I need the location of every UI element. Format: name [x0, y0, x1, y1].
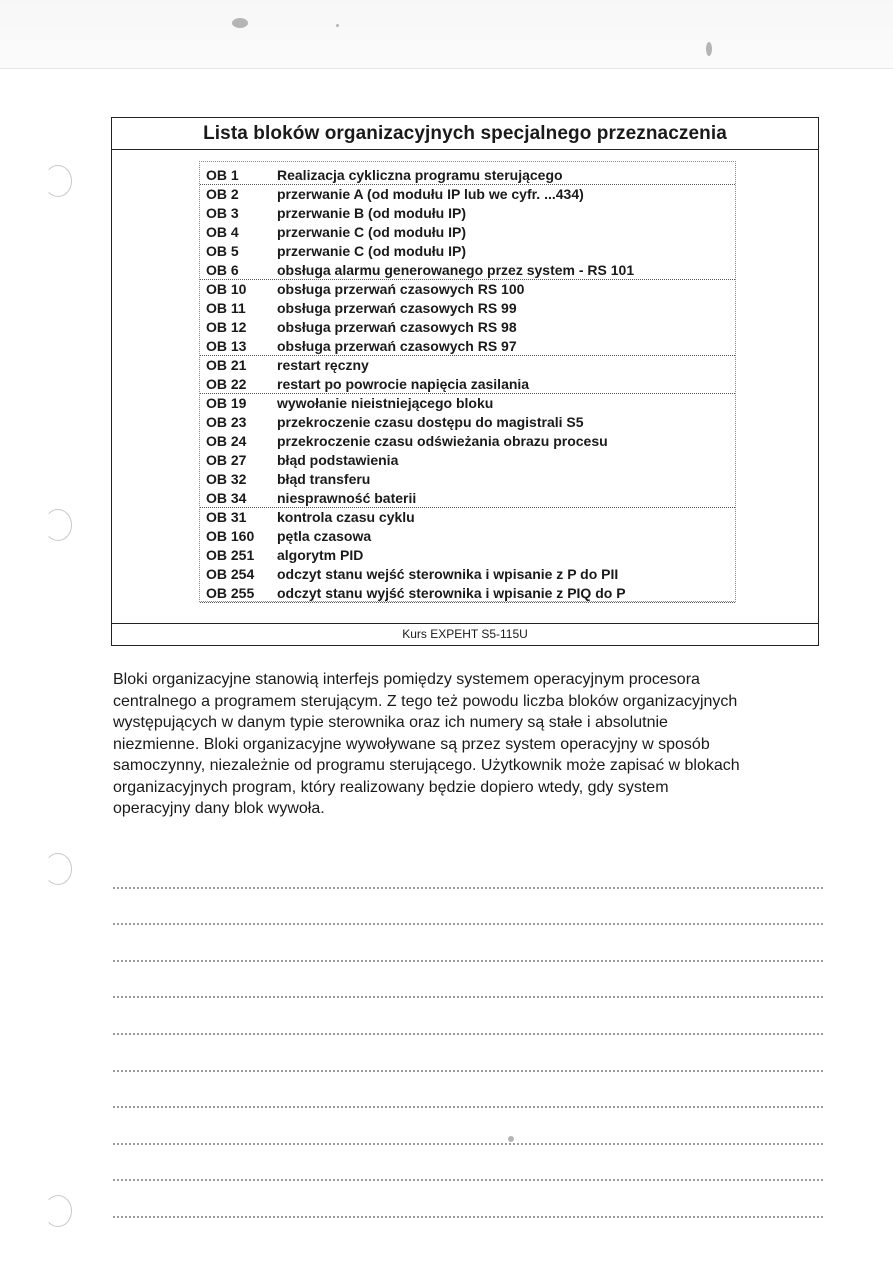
- ob-description: odczyt stanu wyjść sterownika i wpisanie z PIQ do P: [277, 585, 626, 601]
- ob-description: pętla czasowa: [277, 528, 372, 544]
- scan-speck: [232, 18, 248, 28]
- paragraph-line: operacyjny dany blok wywoła.: [113, 800, 325, 817]
- ob-description: błąd transferu: [277, 471, 371, 487]
- ob-code: OB 2: [206, 186, 239, 202]
- dotted-note-line: [113, 1108, 823, 1145]
- ob-row: [200, 375, 735, 394]
- ob-description: Realizacja cykliczna programu sterującego: [277, 167, 563, 183]
- ob-row: [200, 451, 735, 470]
- dotted-note-line: [113, 1145, 823, 1182]
- scan-speck: [706, 42, 712, 56]
- binder-hole: [44, 165, 72, 197]
- ob-row: [200, 565, 735, 584]
- ob-row: [200, 280, 735, 299]
- ob-description: algorytm PID: [277, 547, 364, 563]
- paragraph-line: występujących w danym typie sterownika oraz ich numery są stałe i absolutnie: [113, 714, 668, 731]
- ob-code: OB 27: [206, 452, 247, 468]
- body-paragraph: [113, 669, 833, 820]
- dotted-note-line: [113, 998, 823, 1035]
- dotted-note-line: [113, 852, 823, 889]
- ob-row: [200, 432, 735, 451]
- ob-code: OB 5: [206, 243, 239, 259]
- ob-row: [200, 527, 735, 546]
- binder-hole: [44, 853, 72, 885]
- ob-code: OB 22: [206, 376, 247, 392]
- ob-row: [200, 223, 735, 242]
- ob-description: przerwanie A (od modułu IP lub we cyfr. ...434): [277, 186, 584, 202]
- ob-code: OB 21: [206, 357, 247, 373]
- note-lines: [113, 852, 823, 1218]
- ob-row: [200, 413, 735, 432]
- ob-description: błąd podstawienia: [277, 452, 399, 468]
- paragraph-line: organizacyjnych program, który realizowany będzie dopiero wtedy, gdy system: [113, 778, 669, 796]
- dotted-note-line: [113, 962, 823, 999]
- ob-list: [199, 161, 736, 602]
- binder-hole: [44, 1195, 72, 1227]
- dotted-note-line: [113, 1181, 823, 1218]
- ob-code: OB 254: [206, 566, 255, 582]
- ob-row: [200, 299, 735, 318]
- ob-code: OB 4: [206, 224, 239, 240]
- ob-row: [200, 394, 735, 413]
- ob-description: odczyt stanu wejść sterownika i wpisanie z P do PII: [277, 566, 619, 582]
- ob-description: obsługa przerwań czasowych RS 99: [277, 300, 517, 316]
- ob-code: OB 11: [206, 300, 246, 316]
- slide-title: Lista bloków organizacyjnych specjalnego przeznaczenia: [112, 118, 818, 150]
- paragraph-line: centralnego a programem sterującym. Z tego też powodu liczba bloków organizacyjnych: [113, 692, 738, 710]
- ob-description: przekroczenie czasu dostępu do magistrali S5: [277, 414, 584, 430]
- ob-description: kontrola czasu cyklu: [277, 509, 415, 525]
- ob-row: [200, 318, 735, 337]
- ob-row: [200, 185, 735, 204]
- ob-description: obsługa alarmu generowanego przez system - RS 101: [277, 262, 635, 278]
- ob-code: OB 32: [206, 471, 247, 487]
- ob-code: OB 10: [206, 281, 247, 297]
- ob-row: [200, 489, 735, 508]
- ob-code: OB 6: [206, 262, 239, 278]
- slide-frame: [111, 117, 819, 646]
- ob-code: OB 34: [206, 490, 247, 506]
- paragraph-line: Bloki organizacyjne stanowią interfejs pomiędzy systemem operacyjnym procesora: [113, 671, 700, 688]
- ob-row: [200, 337, 735, 356]
- scan-header-strip: [0, 0, 893, 69]
- ob-row: [200, 261, 735, 280]
- ob-description: restart ręczny: [277, 357, 369, 373]
- ob-description: obsługa przerwań czasowych RS 97: [277, 338, 517, 354]
- dotted-note-line: [113, 889, 823, 926]
- paragraph-line: niezmienne. Bloki organizacyjne wywoływane są przez system operacyjny w sposób: [113, 735, 710, 753]
- ob-row: [200, 546, 735, 565]
- ob-code: OB 160: [206, 528, 255, 544]
- ob-code: OB 23: [206, 414, 247, 430]
- ob-description: obsługa przerwań czasowych RS 100: [277, 281, 525, 297]
- ob-row: [200, 508, 735, 527]
- ob-code: OB 12: [206, 319, 247, 335]
- ob-row: [200, 204, 735, 223]
- dotted-note-line: [113, 1072, 823, 1109]
- ob-code: OB 13: [206, 338, 247, 354]
- ob-description: niesprawność baterii: [277, 490, 417, 506]
- ob-row: [200, 470, 735, 489]
- ob-code: OB 19: [206, 395, 247, 411]
- ob-description: przerwanie C (od modułu IP): [277, 224, 467, 240]
- ob-code: OB 255: [206, 585, 255, 601]
- ob-row: [200, 584, 735, 603]
- paragraph-line: samoczynny, niezależnie od programu sterującego. Użytkownik może zapisać w blokach: [113, 757, 740, 774]
- ob-code: OB 251: [206, 547, 255, 563]
- dotted-note-line: [113, 1035, 823, 1072]
- ob-description: obsługa przerwań czasowych RS 98: [277, 319, 517, 335]
- ob-row: [200, 242, 735, 261]
- ob-code: OB 3: [206, 205, 239, 221]
- dotted-note-line: [113, 925, 823, 962]
- ob-description: wywołanie nieistniejącego bloku: [277, 395, 494, 411]
- ob-description: przekroczenie czasu odświeżania obrazu procesu: [277, 433, 608, 449]
- binder-hole: [44, 509, 72, 541]
- ob-code: OB 24: [206, 433, 247, 449]
- slide-footer: Kurs EXPEHT S5-115U: [112, 623, 818, 645]
- ob-code: OB 1: [206, 167, 239, 183]
- ob-code: OB 31: [206, 509, 247, 525]
- ob-row: [200, 166, 735, 185]
- ob-row: [200, 356, 735, 375]
- ob-description: przerwanie B (od modułu IP): [277, 205, 467, 221]
- scan-speck: [336, 24, 339, 27]
- ob-description: przerwanie C (od modułu IP): [277, 243, 467, 259]
- ob-description: restart po powrocie napięcia zasilania: [277, 376, 530, 392]
